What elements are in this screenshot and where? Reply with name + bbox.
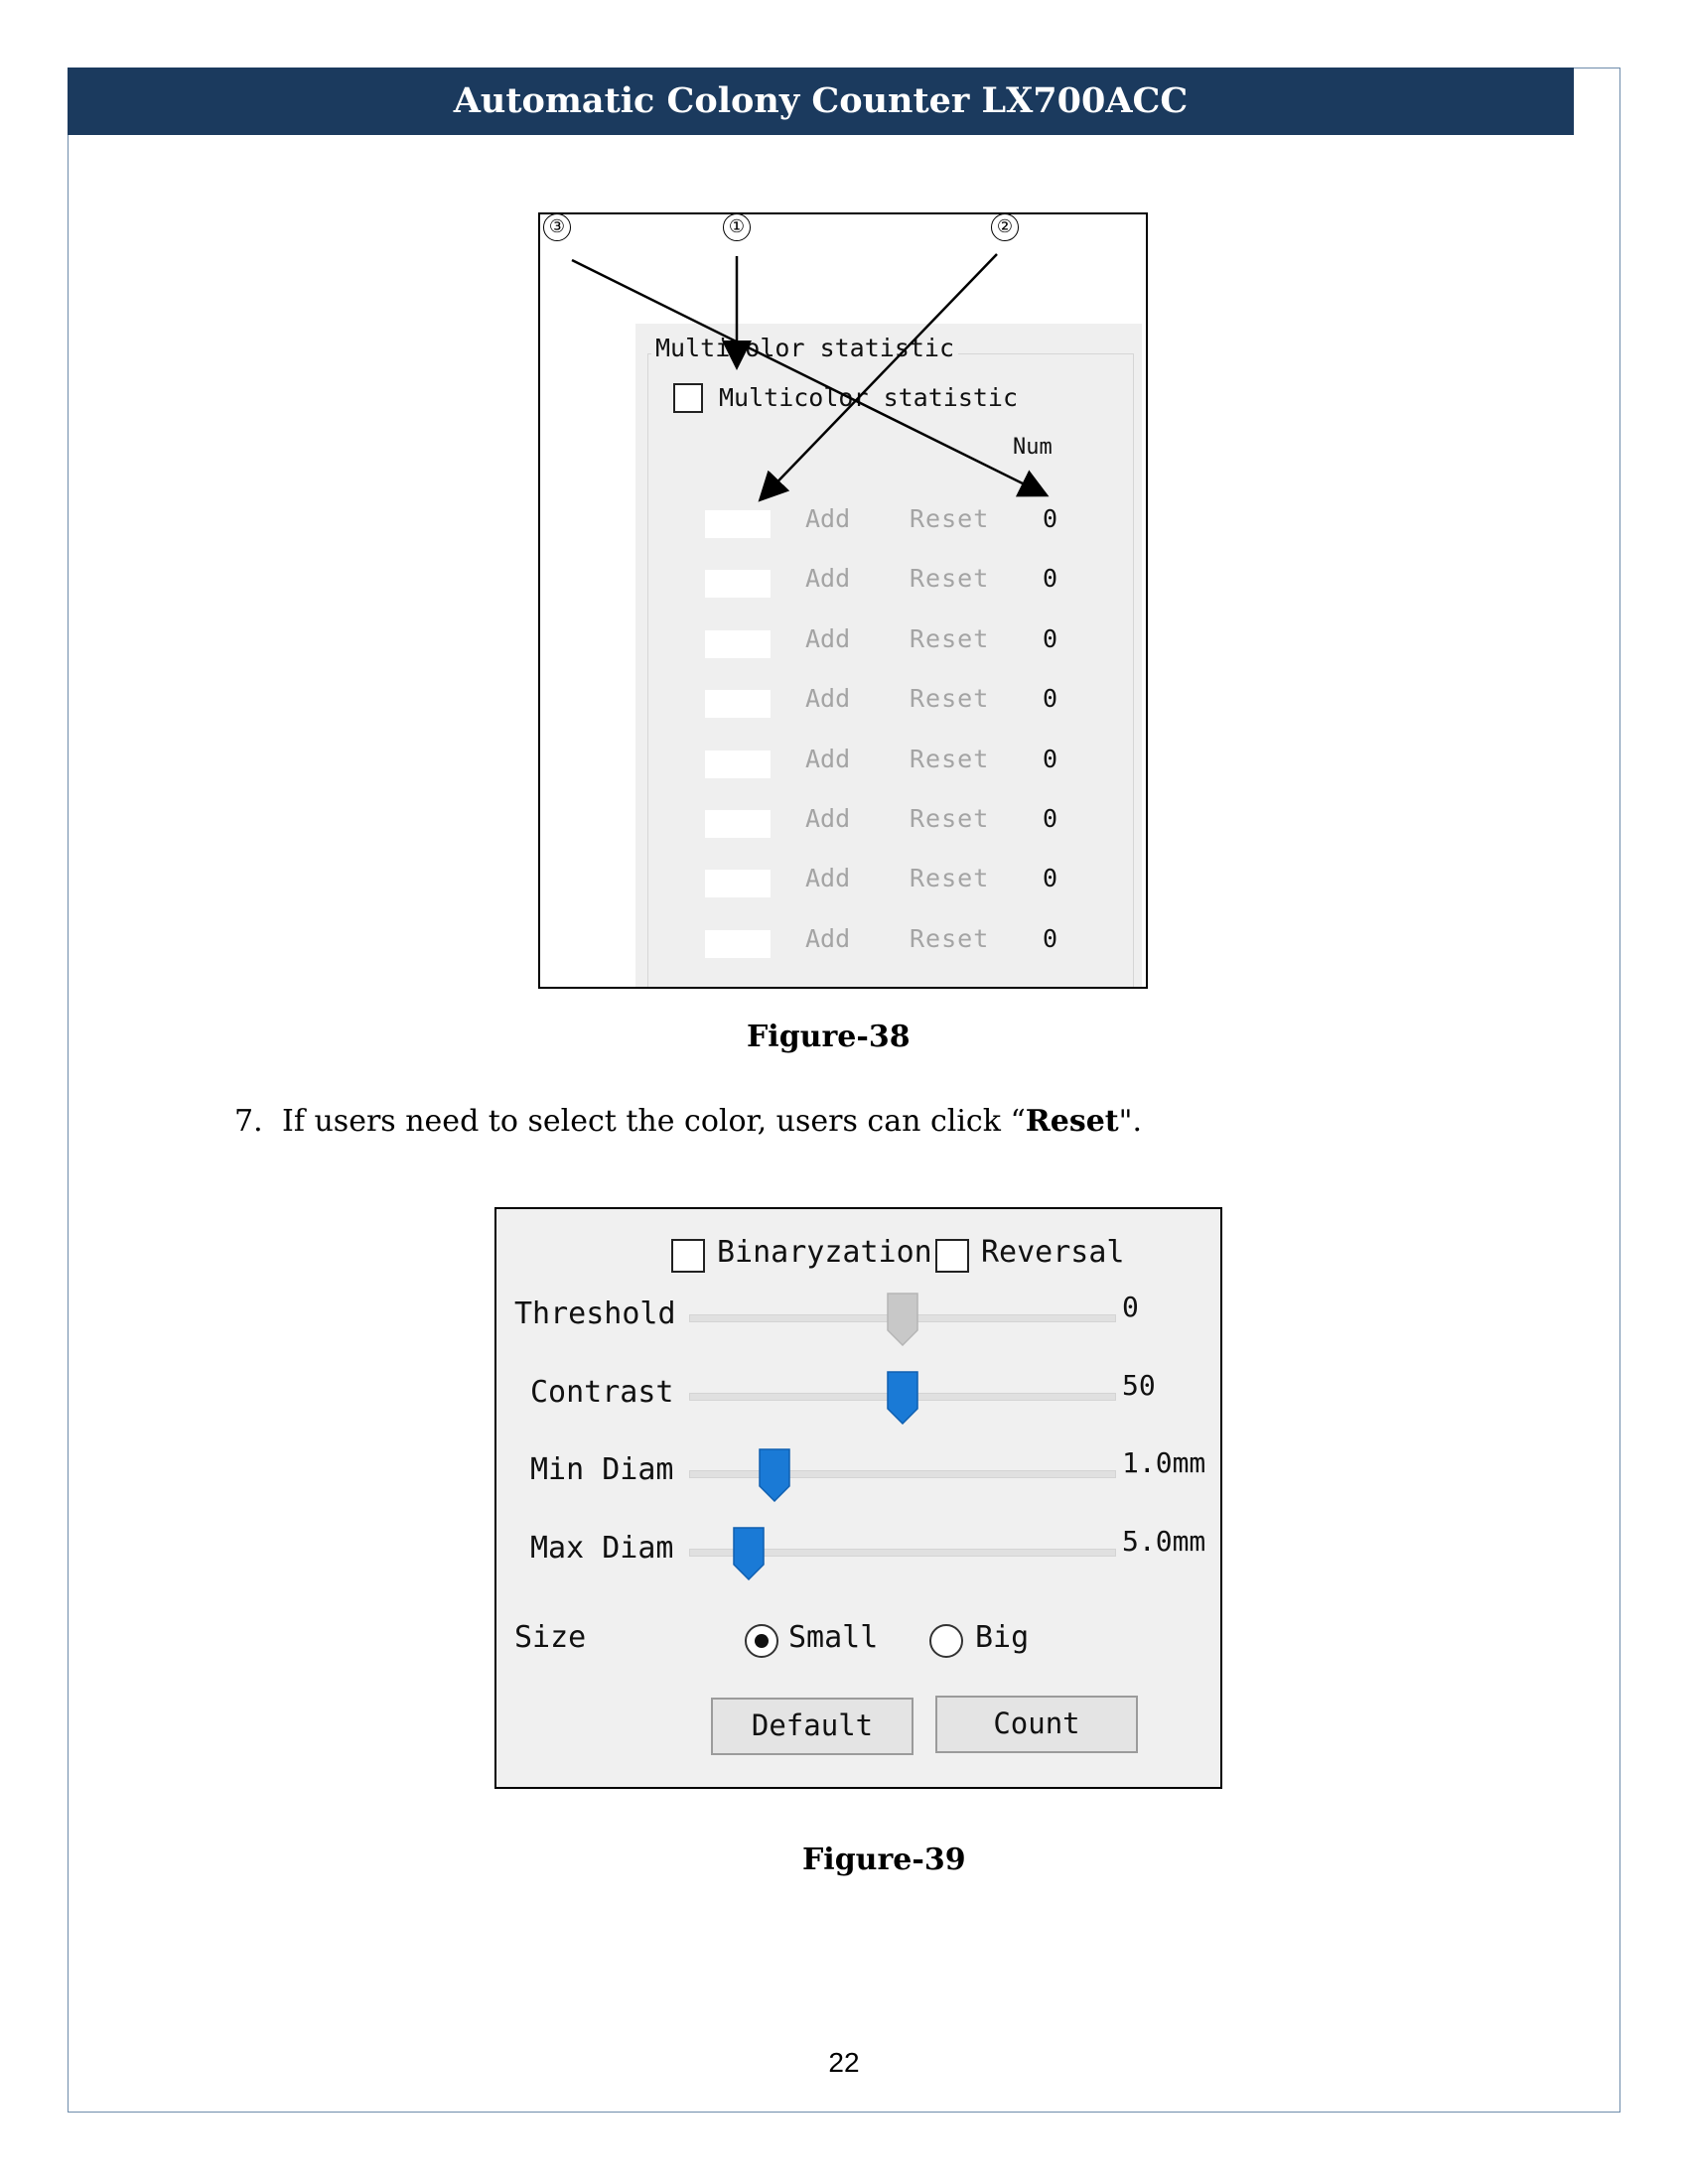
min-diam-value: 1.0mm [1122, 1446, 1206, 1479]
size-small-radio[interactable] [745, 1624, 778, 1658]
count-value: 0 [1043, 864, 1058, 893]
radio-selected-dot [755, 1634, 769, 1648]
count-value: 0 [1043, 744, 1058, 773]
add-button[interactable]: Add [805, 564, 851, 594]
min-diam-slider-thumb[interactable] [759, 1448, 790, 1502]
count-value: 0 [1043, 804, 1058, 833]
min-diam-slider-track[interactable] [689, 1470, 1116, 1478]
step-text: If users need to select the color, users can click “ [282, 1104, 1026, 1139]
callout-arrows [540, 214, 1146, 987]
reset-button[interactable]: Reset [910, 504, 990, 533]
threshold-slider-thumb[interactable] [887, 1293, 918, 1346]
reversal-label: Reversal [981, 1235, 1125, 1270]
add-button[interactable]: Add [805, 864, 851, 893]
size-big-label: Big [975, 1620, 1030, 1655]
figure-39-caption: Figure-39 [802, 1843, 966, 1877]
reset-button[interactable]: Reset [910, 864, 990, 893]
step-bold-term: Reset [1025, 1104, 1119, 1139]
callout-2: ② [991, 213, 1019, 241]
min-diam-label: Min Diam [530, 1452, 674, 1487]
max-diam-slider-thumb[interactable] [733, 1527, 765, 1580]
default-button[interactable]: Default [711, 1698, 914, 1755]
figure-39-screenshot [494, 1207, 1222, 1789]
contrast-label: Contrast [530, 1374, 674, 1410]
step-text-end: ". [1118, 1104, 1142, 1139]
count-value: 0 [1043, 504, 1058, 533]
contrast-value: 50 [1122, 1368, 1156, 1402]
reversal-checkbox[interactable] [935, 1239, 969, 1273]
figure-38-screenshot [538, 212, 1148, 989]
add-button[interactable]: Add [805, 744, 851, 773]
reset-button[interactable]: Reset [910, 804, 990, 833]
arrow-3 [572, 260, 1045, 494]
threshold-label: Threshold [514, 1297, 676, 1331]
count-value: 0 [1043, 623, 1058, 653]
figure-38-caption: Figure-38 [747, 1020, 911, 1054]
max-diam-value: 5.0mm [1122, 1524, 1206, 1558]
add-button[interactable]: Add [805, 504, 851, 533]
multicolor-checkbox-label: Multicolor statistic [719, 383, 1019, 412]
size-label: Size [514, 1620, 587, 1655]
arrow-2 [762, 254, 997, 498]
reset-button[interactable]: Reset [910, 684, 990, 714]
contrast-slider-thumb[interactable] [887, 1371, 918, 1425]
add-button[interactable]: Add [805, 804, 851, 833]
document-title: Automatic Colony Counter LX700ACC [453, 80, 1189, 121]
num-column-header: Num [1013, 435, 1053, 460]
count-button[interactable]: Count [935, 1696, 1138, 1753]
count-value: 0 [1043, 923, 1058, 953]
callout-1: ① [723, 213, 751, 241]
size-small-label: Small [788, 1620, 879, 1655]
max-diam-label: Max Diam [530, 1530, 674, 1566]
step-number: 7. [234, 1104, 263, 1139]
instruction-step [234, 1104, 1142, 1139]
document-header [68, 68, 1574, 135]
count-value: 0 [1043, 564, 1058, 594]
add-button[interactable]: Add [805, 623, 851, 653]
add-button[interactable]: Add [805, 684, 851, 714]
callout-3: ③ [543, 213, 571, 241]
threshold-value: 0 [1122, 1291, 1139, 1323]
count-value: 0 [1043, 684, 1058, 714]
multicolor-group-title: Multicolor statistic [651, 334, 958, 362]
reset-button[interactable]: Reset [910, 744, 990, 773]
add-button[interactable]: Add [805, 923, 851, 953]
reset-button[interactable]: Reset [910, 623, 990, 653]
page-number: 22 [828, 2047, 860, 2078]
binaryzation-label: Binaryzation [717, 1235, 932, 1270]
reset-button[interactable]: Reset [910, 923, 990, 953]
reset-button[interactable]: Reset [910, 564, 990, 594]
size-big-radio[interactable] [929, 1624, 963, 1658]
binaryzation-checkbox[interactable] [671, 1239, 705, 1273]
